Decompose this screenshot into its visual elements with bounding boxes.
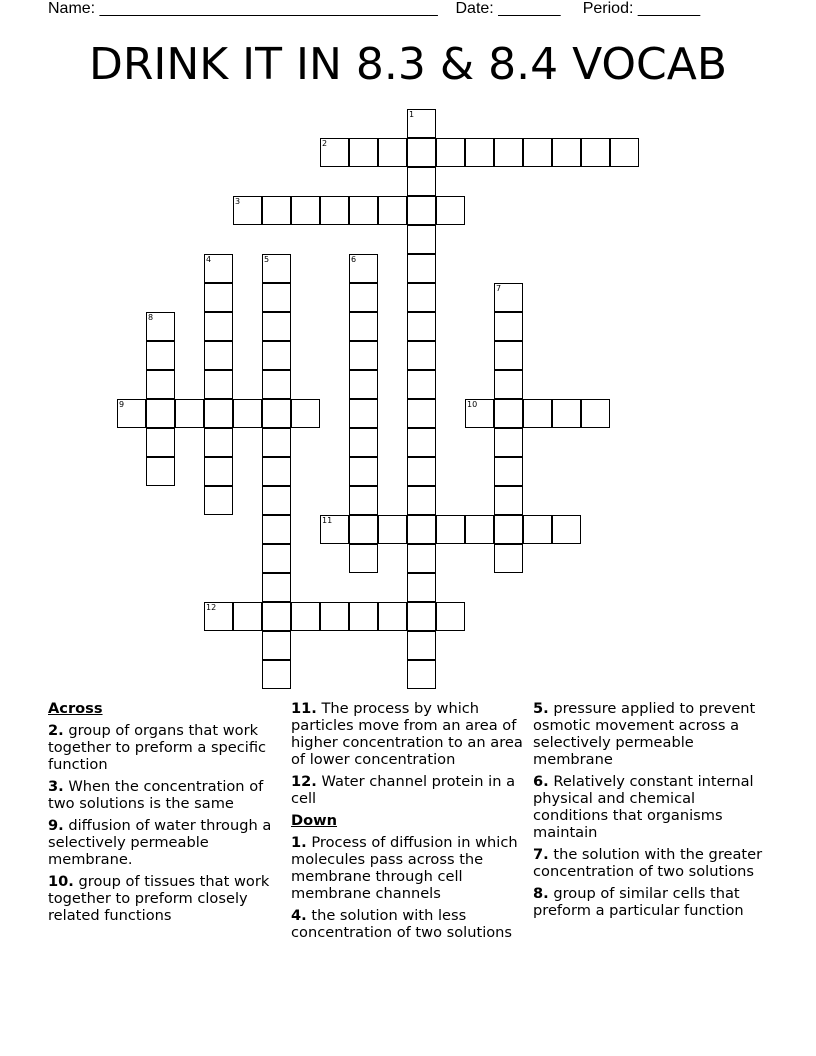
grid-cell[interactable] (291, 399, 320, 428)
grid-cell[interactable] (349, 602, 378, 631)
clue-text: Water channel protein in a cell (291, 773, 516, 807)
grid-cell[interactable] (204, 254, 233, 283)
grid-cell[interactable] (407, 573, 436, 602)
grid-cell[interactable] (436, 196, 465, 225)
grid-cell[interactable] (262, 254, 291, 283)
grid-cell[interactable] (320, 602, 349, 631)
grid-cell[interactable] (407, 399, 436, 428)
grid-cell[interactable] (262, 573, 291, 602)
grid-cell[interactable] (175, 399, 204, 428)
grid-cell[interactable] (320, 515, 349, 544)
grid-cell[interactable] (349, 544, 378, 573)
grid-cell[interactable] (494, 515, 523, 544)
across-heading: Across (48, 700, 103, 717)
clue-across-10 (48, 873, 280, 924)
grid-cell[interactable] (494, 341, 523, 370)
grid-cell[interactable] (407, 515, 436, 544)
cell-number: 4 (206, 255, 212, 264)
grid-cell[interactable] (320, 196, 349, 225)
clue-text: The process by which particles move from an area of higher concentration to an area of lower concentration (291, 700, 523, 768)
cell-number: 5 (264, 255, 270, 264)
grid-cell[interactable] (349, 341, 378, 370)
grid-cell[interactable] (349, 312, 378, 341)
grid-cell[interactable] (523, 515, 552, 544)
grid-cell[interactable] (262, 486, 291, 515)
grid-cell[interactable] (436, 602, 465, 631)
grid-cell[interactable] (233, 196, 262, 225)
grid-cell[interactable] (349, 283, 378, 312)
grid-cell[interactable] (494, 312, 523, 341)
grid-cell[interactable] (262, 428, 291, 457)
grid-cell[interactable] (436, 515, 465, 544)
grid-cell[interactable] (407, 544, 436, 573)
grid-cell[interactable] (407, 428, 436, 457)
clue-number: 5. (533, 700, 549, 717)
grid-cell[interactable] (146, 428, 175, 457)
grid-cell[interactable] (146, 399, 175, 428)
grid-cell[interactable] (581, 399, 610, 428)
clue-text: Relatively constant internal physical and chemical conditions that organisms maintain (533, 773, 754, 841)
grid-cell[interactable] (349, 457, 378, 486)
grid-cell[interactable] (204, 399, 233, 428)
grid-cell[interactable] (146, 457, 175, 486)
grid-cell[interactable] (117, 399, 146, 428)
grid-cell[interactable] (204, 457, 233, 486)
grid-cell[interactable] (407, 196, 436, 225)
grid-cell[interactable] (407, 312, 436, 341)
cell-number: 6 (351, 255, 357, 264)
grid-cell[interactable] (204, 486, 233, 515)
clue-number: 11. (291, 700, 317, 717)
grid-cell[interactable] (407, 631, 436, 660)
clue-text: pressure applied to prevent osmotic movement across a selectively permeable membrane (533, 700, 756, 768)
grid-cell[interactable] (494, 486, 523, 515)
grid-cell[interactable] (407, 660, 436, 689)
grid-cell[interactable] (465, 138, 494, 167)
grid-cell[interactable] (407, 138, 436, 167)
grid-cell[interactable] (494, 370, 523, 399)
cell-number: 2 (322, 139, 328, 148)
grid-cell[interactable] (494, 457, 523, 486)
grid-cell[interactable] (494, 428, 523, 457)
grid-cell[interactable] (233, 602, 262, 631)
grid-cell[interactable] (465, 399, 494, 428)
grid-cell[interactable] (407, 602, 436, 631)
grid-cell[interactable] (349, 399, 378, 428)
grid-cell[interactable] (523, 138, 552, 167)
clue-across-9 (48, 817, 280, 868)
grid-cell[interactable] (204, 312, 233, 341)
clue-text: Process of diffusion in which molecules pass across the membrane through cell membrane channels (291, 834, 518, 902)
grid-cell[interactable] (494, 544, 523, 573)
clue-across-12 (291, 773, 523, 807)
grid-cell[interactable] (494, 399, 523, 428)
clue-text: group of organs that work together to preform a specific function (48, 722, 267, 773)
grid-cell[interactable] (349, 428, 378, 457)
cell-number: 12 (206, 603, 217, 612)
grid-cell[interactable] (204, 370, 233, 399)
grid-cell[interactable] (262, 399, 291, 428)
grid-cell[interactable] (465, 515, 494, 544)
grid-cell[interactable] (552, 515, 581, 544)
clue-text: the solution with the greater concentration of two solutions (533, 846, 763, 880)
grid-cell[interactable] (262, 283, 291, 312)
clue-column-3 (533, 700, 765, 924)
grid-cell[interactable] (262, 660, 291, 689)
clue-column-2 (291, 700, 523, 946)
clue-down-8 (533, 885, 765, 919)
cell-number: 3 (235, 197, 241, 206)
grid-cell[interactable] (552, 399, 581, 428)
clue-number: 12. (291, 773, 317, 790)
grid-cell[interactable] (204, 283, 233, 312)
cell-number: 10 (467, 400, 478, 409)
period-label[interactable]: Period: _______ (582, 0, 701, 17)
grid-cell[interactable] (320, 138, 349, 167)
grid-cell[interactable] (291, 196, 320, 225)
clue-number: 4. (291, 907, 307, 924)
date-label[interactable]: Date: _______ (455, 0, 561, 17)
name-label[interactable]: Name: ______________________________________ (48, 0, 438, 17)
grid-cell[interactable] (146, 341, 175, 370)
grid-cell[interactable] (146, 370, 175, 399)
grid-cell[interactable] (494, 138, 523, 167)
grid-cell[interactable] (494, 283, 523, 312)
clue-across-3 (48, 778, 280, 812)
grid-cell[interactable] (204, 428, 233, 457)
clue-number: 2. (48, 722, 64, 739)
grid-cell[interactable] (552, 138, 581, 167)
grid-cell[interactable] (262, 631, 291, 660)
grid-cell[interactable] (523, 399, 552, 428)
cell-number: 7 (496, 284, 502, 293)
grid-cell[interactable] (262, 544, 291, 573)
grid-cell[interactable] (262, 341, 291, 370)
grid-cell[interactable] (349, 138, 378, 167)
grid-cell[interactable] (378, 602, 407, 631)
clue-column-1 (48, 700, 280, 929)
grid-cell[interactable] (581, 138, 610, 167)
clue-down-4 (291, 907, 523, 941)
grid-cell[interactable] (349, 486, 378, 515)
cell-number: 8 (148, 313, 154, 322)
grid-cell[interactable] (349, 515, 378, 544)
down-heading: Down (291, 812, 338, 829)
clue-number: 10. (48, 873, 74, 890)
grid-cell[interactable] (349, 196, 378, 225)
clue-across-11 (291, 700, 523, 768)
clue-number: 6. (533, 773, 549, 790)
clue-number: 8. (533, 885, 549, 902)
grid-cell[interactable] (262, 196, 291, 225)
clue-number: 9. (48, 817, 64, 834)
grid-cell[interactable] (407, 341, 436, 370)
grid-cell[interactable] (407, 225, 436, 254)
page-title: DRINK IT IN 8.3 & 8.4 VOCAB (88, 39, 728, 90)
grid-cell[interactable] (291, 602, 320, 631)
grid-cell[interactable] (610, 138, 639, 167)
grid-cell[interactable] (262, 457, 291, 486)
cell-number: 9 (119, 400, 125, 409)
grid-cell[interactable] (262, 312, 291, 341)
grid-cell[interactable] (407, 109, 436, 138)
grid-cell[interactable] (349, 370, 378, 399)
grid-cell[interactable] (407, 254, 436, 283)
grid-cell[interactable] (262, 515, 291, 544)
grid-cell[interactable] (407, 370, 436, 399)
clue-across-2 (48, 722, 280, 773)
cell-number: 11 (322, 516, 333, 525)
grid-cell[interactable] (233, 399, 262, 428)
grid-cell[interactable] (407, 167, 436, 196)
clue-down-5 (533, 700, 765, 768)
grid-cell[interactable] (378, 196, 407, 225)
clue-number: 7. (533, 846, 549, 863)
clue-number: 1. (291, 834, 307, 851)
grid-cell[interactable] (146, 312, 175, 341)
cell-number: 1 (409, 110, 415, 119)
clue-text: the solution with less concentration of two solutions (291, 907, 513, 941)
grid-cell[interactable] (378, 138, 407, 167)
grid-cell[interactable] (378, 515, 407, 544)
grid-cell[interactable] (349, 254, 378, 283)
grid-cell[interactable] (262, 370, 291, 399)
grid-cell[interactable] (436, 138, 465, 167)
clue-text: group of tissues that work together to preform closely related functions (48, 873, 270, 924)
clue-text: diffusion of water through a selectively permeable membrane. (48, 817, 272, 868)
grid-cell[interactable] (407, 486, 436, 515)
clue-number: 3. (48, 778, 64, 795)
clue-down-1 (291, 834, 523, 902)
grid-cell[interactable] (407, 283, 436, 312)
clue-down-7 (533, 846, 765, 880)
clue-text: group of similar cells that preform a particular function (533, 885, 744, 919)
clue-down-6 (533, 773, 765, 841)
grid-cell[interactable] (407, 457, 436, 486)
grid-cell[interactable] (204, 602, 233, 631)
grid-cell[interactable] (262, 602, 291, 631)
clue-text: When the concentration of two solutions is the same (48, 778, 264, 812)
grid-cell[interactable] (204, 341, 233, 370)
